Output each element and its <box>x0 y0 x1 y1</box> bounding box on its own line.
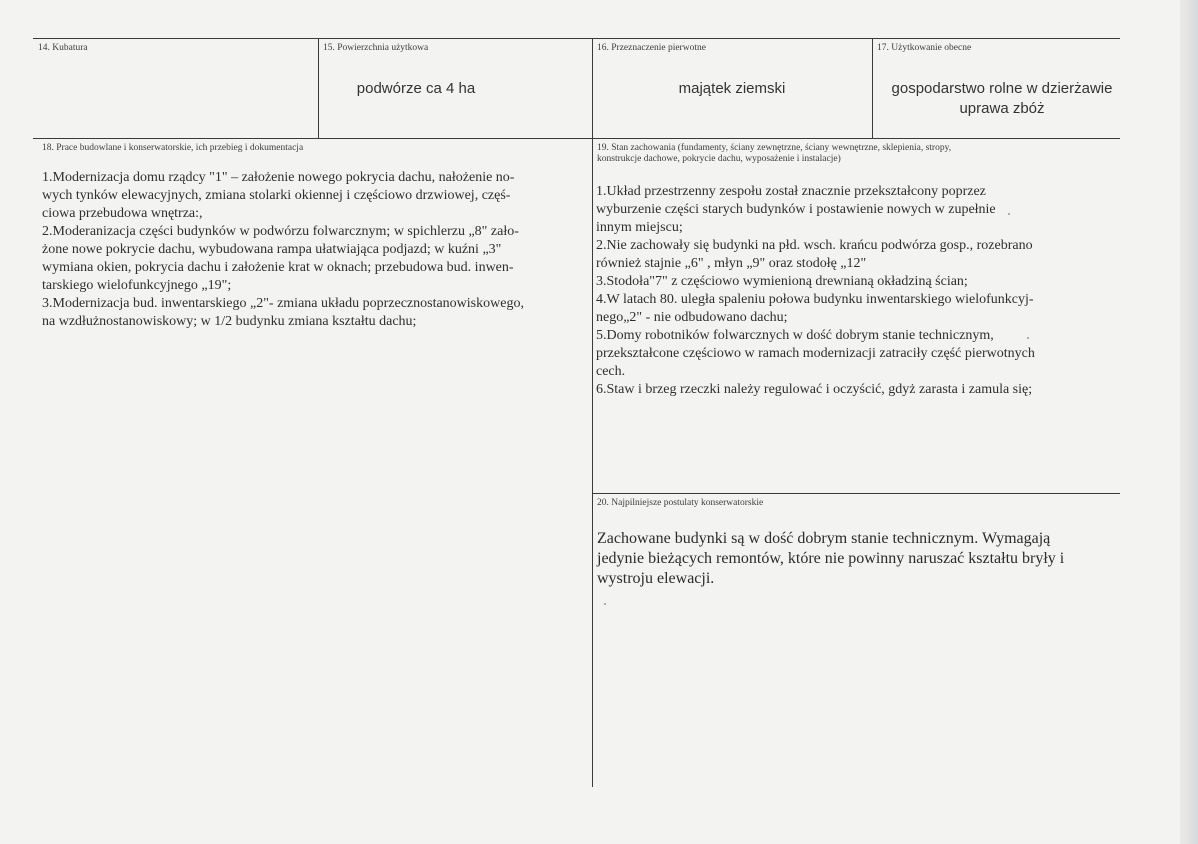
field-15-value: podwórze ca 4 ha <box>356 80 476 97</box>
text-line: 2.Nie zachowały się budynki na płd. wsch. krańcu podwórza gosp., rozebrano <box>596 238 1033 253</box>
text-line: cech. <box>596 364 626 379</box>
text-line: jedynie bieżących remontów, które nie powinny naruszać kształtu bryły i <box>597 550 1065 567</box>
field-18-item-2 <box>42 223 592 295</box>
text-line: 1.Układ przestrzenny zespołu został znacznie przekształcony poprzez <box>596 184 986 199</box>
paper-edge <box>1180 0 1198 844</box>
text-line: nego„2" - nie odbudowano dachu; <box>596 310 788 325</box>
field-19-label-line-1: 19. Stan zachowania (fundamenty, ściany zewnętrzne, ściany wewnętrzne, sklepienia, stropy, <box>597 143 952 153</box>
field-17-line-2: uprawa zbóż <box>959 100 1045 117</box>
field-17-value <box>876 79 1128 119</box>
field-18-text <box>42 169 592 331</box>
text-line: 4.W latach 80. uległa spaleniu połowa budynku inwentarskiego wielofunkcyj- <box>596 292 1034 307</box>
field-17-line-1: gospodarstwo rolne w dzierżawie <box>891 80 1113 97</box>
text-line: wymiana okien, pokrycia dachu i założenie krat w oknach; przebudowa bud. inwen- <box>42 260 514 275</box>
text-line: wystroju elewacji. <box>597 570 715 587</box>
text-line: 3.Stodoła"7" z częściowo wymienioną drewnianą okładziną ścian; <box>596 274 968 289</box>
text-line: na wzdłużnostanowiskowy; w 1/2 budynku zmiana kształtu dachu; <box>42 314 417 329</box>
field-19-text <box>596 183 1116 399</box>
field-19-item-1 <box>596 183 1116 237</box>
text-line: żone nowe pokrycie dachu, wybudowana rampa ułatwiająca podjazd; w kuźni „3" <box>42 242 502 257</box>
col-divider-3 <box>872 38 873 138</box>
field-19-item-2 <box>596 237 1116 273</box>
field-18-item-3 <box>42 295 592 331</box>
field20-top-rule <box>592 493 1120 494</box>
paper-speck <box>1008 213 1010 215</box>
text-line: innym miejscu; <box>596 220 683 235</box>
field-19-item-6 <box>596 381 1116 399</box>
top-rule <box>33 38 1120 39</box>
field-20-text <box>597 529 1117 589</box>
text-line: przekształcone częściowo w ramach modernizacji zatraciły część pierwotnych <box>596 346 1035 361</box>
text-line: 3.Modernizacja bud. inwentarskiego „2"- zmiana układu poprzecznostanowiskowego, <box>42 296 524 311</box>
field-20-label: 20. Najpilniejsze postulaty konserwatorskie <box>597 498 764 508</box>
field-19-label <box>597 143 951 165</box>
field-16-value: majątek ziemski <box>678 80 786 97</box>
field-18-item-1 <box>42 169 592 223</box>
field-16-label: 16. Przeznaczenie pierwotne <box>597 43 706 53</box>
text-line: 5.Domy robotników folwarcznych w dość dobrym stanie technicznym, <box>596 328 994 343</box>
text-line: Zachowane budynki są w dość dobrym stanie technicznym. Wymagają <box>597 530 1051 547</box>
text-line: również stajnie „6" , młyn „9" oraz stodołę „12" <box>596 256 867 271</box>
text-line: wych tynków elewacyjnych, zmiana stolarki okiennej i częściowo drzwiowej, częś- <box>42 188 511 203</box>
field-19-label-line-2: konstrukcje dachowe, pokrycie dachu, wyposażenie i instalacje) <box>597 154 841 164</box>
field-17-label: 17. Użytkowanie obecne <box>877 43 972 53</box>
row1-bottom-rule <box>33 138 1120 139</box>
text-line: 6.Staw i brzeg rzeczki należy regulować i oczyścić, gdyż zarasta i zamula się; <box>596 382 1033 397</box>
field-19-item-3 <box>596 273 1116 291</box>
col-divider-center <box>592 38 593 787</box>
field-14-label: 14. Kubatura <box>38 43 88 53</box>
paper-speck <box>1027 337 1029 339</box>
text-line: 1.Modernizacja domu rządcy "1" – założenie nowego pokrycia dachu, nałożenie no- <box>42 170 515 185</box>
text-line: 2.Moderanizacja części budynków w podwórzu folwarcznym; w spichlerzu „8" zało- <box>42 224 519 239</box>
field-19-item-5 <box>596 327 1116 381</box>
field-18-label: 18. Prace budowlane i konserwatorskie, ich przebieg i dokumentacja <box>42 143 304 153</box>
field-19-item-4 <box>596 291 1116 327</box>
text-line: ciowa przebudowa wnętrza:, <box>42 206 203 221</box>
field-15-label: 15. Powierzchnia użytkowa <box>323 43 429 53</box>
paper-speck <box>604 603 606 605</box>
text-line: tarskiego wielofunkcyjnego „19"; <box>42 278 232 293</box>
text-line: wyburzenie części starych budynków i postawienie nowych w zupełnie <box>596 202 996 217</box>
